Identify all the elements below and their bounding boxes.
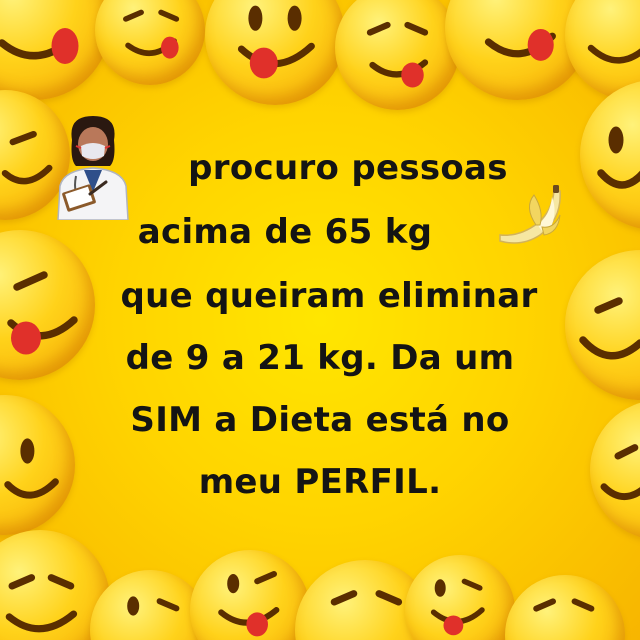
smiley-wink-icon [505,575,625,640]
post-text-line-4: de 9 a 21 kg. Da um [125,338,515,378]
post-text-line-3: que queiram eliminar [120,276,538,316]
smiley-wink-icon [335,0,460,110]
smiley-tongue-icon [205,0,345,105]
post-text-line-1: procuro pessoas [188,148,508,188]
post-text-line-2: acima de 65 kg [137,212,433,252]
post-text-line-6: meu PERFIL. [198,462,442,502]
smiley-wink-icon [95,0,205,85]
smiley-tongue-icon [190,550,310,640]
smiley-tongue-icon [0,0,110,100]
post-text-line-5: SIM a Dieta está no [130,400,510,440]
smiley-tongue-icon [405,555,515,640]
